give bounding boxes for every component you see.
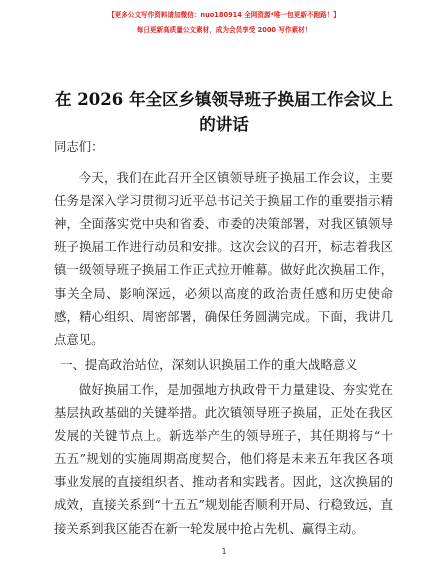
promo-banner-line-2: 每日更新高质量公文素材，成为会员享受 2000 写作素材！ <box>136 26 312 34</box>
promo-banner <box>0 8 448 37</box>
document-title: 在 2026 年全区乡镇领导班子换届工作会议上的讲话 <box>55 90 393 134</box>
salutation: 同志们： <box>54 139 104 154</box>
section-heading-1: 一、提高政治站位，深刻认识换届工作的重大战略意义 <box>60 356 358 372</box>
document-body <box>54 135 393 540</box>
page-number: 1 <box>221 547 227 556</box>
body-paragraph-section-1: 做好换届工作，是加强地方执政骨干力量建设、夯实党在基层执政基础的关键举措。此次镇领导班子换届，正处在我区发展的关键节点上。新选举产生的领导班子，其任期将与“十五五”规划的实施周期高度契合，他们将是未来五年我区各项事业发展的直接组织者、推动者和实践者。因此，这次换届的成效，直接关系到“十五五”规划能否顺利开局、行稳致远，直接关系到我区能否在新一轮发展中抢占先机、赢得主动。 <box>54 381 393 536</box>
promo-banner-line-1: 【更多公文写作资料请加微信：nuo180914 全网资源*唯一包更新不跑路！】 <box>108 11 340 19</box>
body-paragraph-intro: 今天，我们在此召开全区镇领导班子换届工作会议，主要任务是深入学习贯彻习近平总书记关于换届工作的重要指示精神，全面落实党中央和省委、市委的决策部署，对我区镇领导班子换届工作进行动员和安排。这次会议的召开，标志着我区镇一级领导班子换届工作正式拉开帷幕。做好此次换届工作，事关全局、影响深远，必须以高度的政治责任感和历史使命感，精心组织、周密部署，确保任务圆满完成。下面，我讲几点意见。 <box>54 170 393 347</box>
